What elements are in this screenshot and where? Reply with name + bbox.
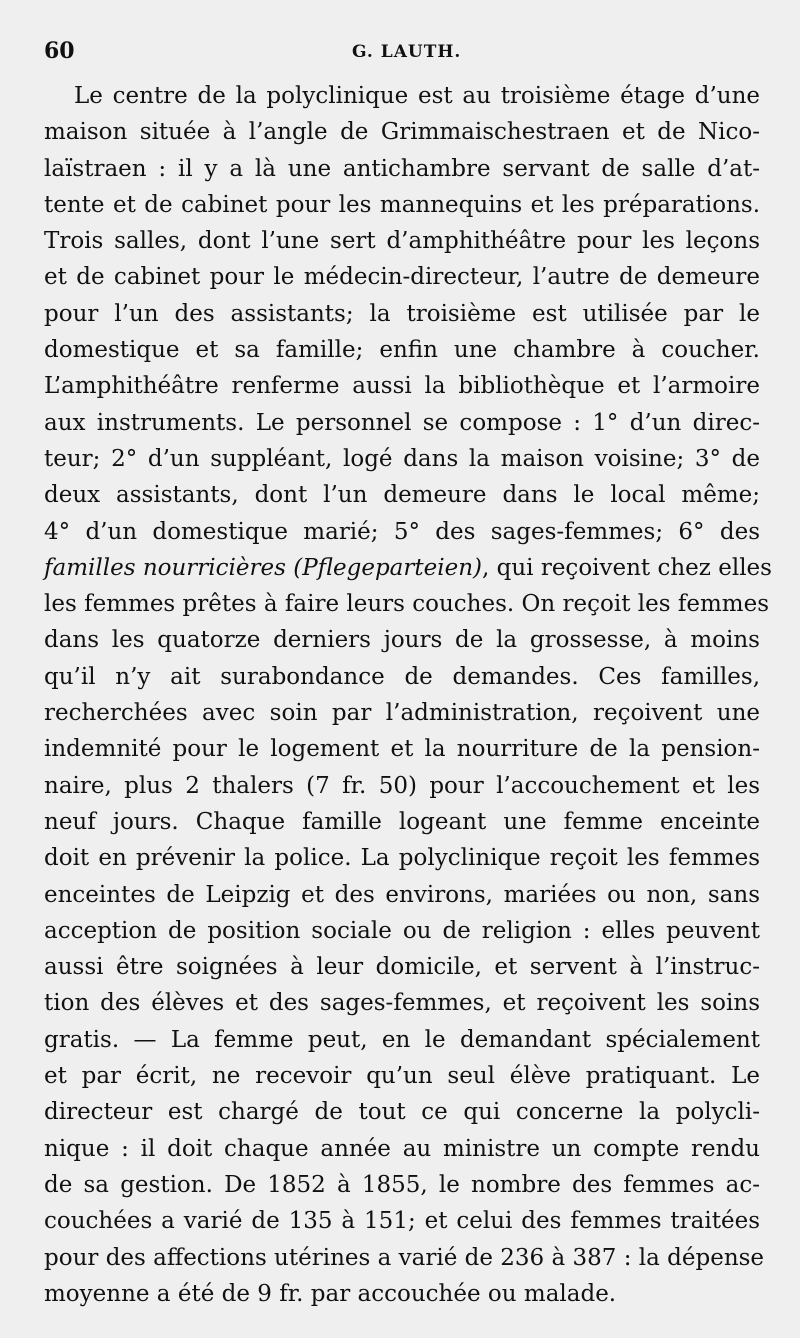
- text-line: gratis. — La femme peut, en le demandant spécialement: [44, 1026, 760, 1053]
- text-line-last: moyenne a été de 9 fr. par accouchée ou malade.: [44, 1280, 617, 1307]
- text-line: tente et de cabinet pour les mannequins et les préparations.: [44, 191, 760, 218]
- text-line: Trois salles, dont l’une sert d’amphithéâtre pour les leçons: [44, 228, 760, 255]
- body-paragraph: [44, 78, 772, 1312]
- text-line: couchées a varié de 135 à 151; et celui des femmes traitées: [44, 1208, 760, 1235]
- text-line: aux instruments. Le personnel se compose : 1° d’un direc-: [44, 409, 760, 436]
- text-line: pour des affections utérines a varié de 236 à 387 : la dépense: [44, 1244, 765, 1271]
- text-line: enceintes de Leipzig et des environs, mariées ou non, sans: [44, 881, 760, 908]
- text-line: laïstraen : il y a là une antichambre servant de salle d’at-: [44, 155, 760, 182]
- running-head-author: G. LAUTH.: [352, 42, 462, 62]
- text-fragment: , qui reçoivent chez elles: [482, 554, 772, 581]
- text-line: Le centre de la polyclinique est au troisième étage d’une: [74, 83, 760, 109]
- text-line: maison située à l’angle de Grimmaischestraen et de Nico-: [44, 119, 760, 146]
- italic-term: familles nourricières (Pflegeparteien): [44, 554, 482, 581]
- text-line: recherchées avec soin par l’administration, reçoivent une: [44, 700, 760, 727]
- text-line: domestique et sa famille; enfin une chambre à coucher.: [44, 337, 760, 364]
- text-line: aussi être soignées à leur domicile, et servent à l’instruc-: [44, 954, 760, 981]
- running-head: [44, 38, 756, 68]
- text-line: naire, plus 2 thalers (7 fr. 50) pour l’accouchement et les: [44, 772, 760, 799]
- text-line: deux assistants, dont l’un demeure dans le local même;: [44, 482, 760, 509]
- text-line: acception de position sociale ou de religion : elles peuvent: [44, 917, 760, 944]
- text-line: et de cabinet pour le médecin-directeur, l’autre de demeure: [44, 264, 760, 291]
- text-line: L’amphithéâtre renferme aussi la bibliothèque et l’armoire: [44, 373, 760, 400]
- text-line: directeur est chargé de tout ce qui concerne la polycli-: [44, 1099, 760, 1126]
- text-line: neuf jours. Chaque famille logeant une femme enceinte: [44, 808, 760, 835]
- text-line: de sa gestion. De 1852 à 1855, le nombre des femmes ac-: [44, 1171, 760, 1198]
- text-line: doit en prévenir la police. La polyclinique reçoit les femmes: [44, 845, 760, 872]
- text-line: pour l’un des assistants; la troisième est utilisée par le: [44, 300, 760, 327]
- text-line: indemnité pour le logement et la nourriture de la pension-: [44, 736, 760, 763]
- text-line: qu’il n’y ait surabondance de demandes. Ces familles,: [44, 663, 760, 690]
- text-line: 4° d’un domestique marié; 5° des sages-femmes; 6° des: [44, 518, 760, 545]
- page-number: 60: [44, 38, 75, 64]
- text-line: les femmes prêtes à faire leurs couches. On reçoit les femmes: [44, 591, 769, 618]
- text-line-mixed: [44, 550, 772, 586]
- text-line: et par écrit, ne recevoir qu’un seul élève pratiquant. Le: [44, 1063, 760, 1090]
- text-line: nique : il doit chaque année au ministre un compte rendu: [44, 1135, 760, 1162]
- text-line: tion des élèves et des sages-femmes, et reçoivent les soins: [44, 990, 760, 1017]
- text-line: teur; 2° d’un suppléant, logé dans la maison voisine; 3° de: [44, 445, 760, 472]
- text-line: dans les quatorze derniers jours de la grossesse, à moins: [44, 627, 760, 654]
